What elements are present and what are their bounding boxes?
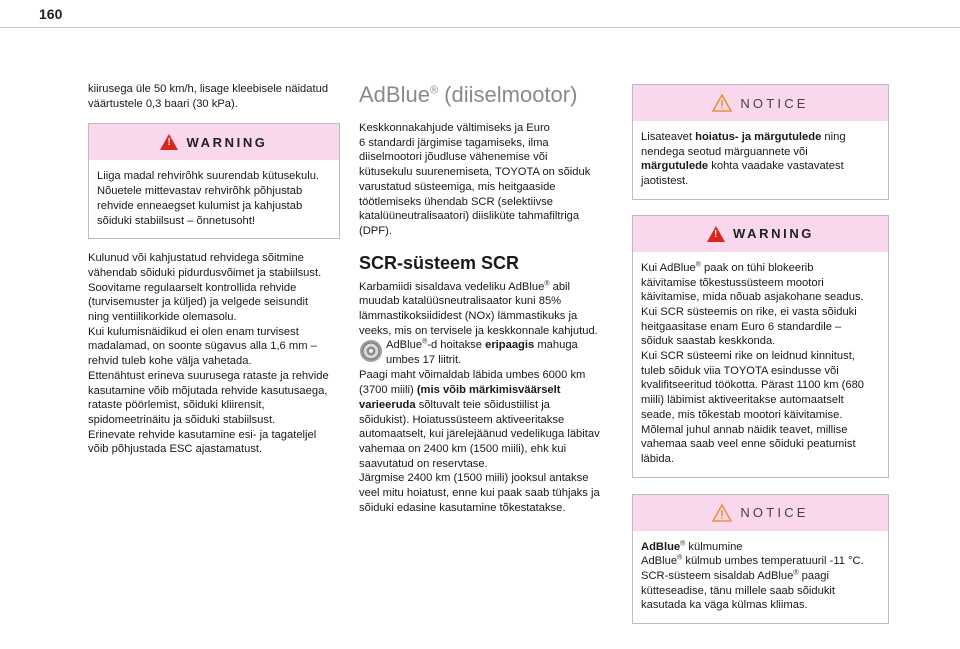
registered-mark: ® bbox=[793, 569, 799, 577]
notice-body bbox=[633, 531, 888, 624]
warning-triangle-icon bbox=[160, 134, 178, 150]
registered-mark: ® bbox=[695, 261, 701, 269]
warning-triangle-icon bbox=[707, 226, 725, 242]
intro-paragraph: kiirusega üle 50 km/h, lisage kleebisele näidatud väärtustele 0,3 baari (30 kPa). bbox=[88, 83, 329, 110]
adblue-tank-text-b: -d hoitakse bbox=[427, 339, 486, 352]
adblue-intro-paragraph: Keskkonnakahjude vältimiseks ja Euro 6 standardi järgimise tagamiseks, ilma diiselmootori jõudluse vähenemise või kütusekulu suurenemiseta, TOYOTA on sõiduk varustatud süsteemiga, mis heitgaaside töötlemiseks ühendab SCR (selektiivse katalüüneutralisaatori) diisliküte tahmafiltriga (DPF). bbox=[359, 122, 591, 237]
registered-mark: ® bbox=[677, 554, 683, 562]
column-right bbox=[632, 84, 889, 624]
warning-box-adblue-empty bbox=[632, 215, 889, 478]
scr-heading: SCR-süsteem SCR bbox=[359, 252, 520, 273]
registered-mark: ® bbox=[429, 84, 439, 97]
registered-mark: ® bbox=[680, 539, 686, 547]
column-middle bbox=[359, 82, 620, 515]
scr-p2-text-bold: (mis võib märkimisväärselt varieeruda bbox=[359, 384, 561, 411]
warning-body: Liiga madal rehvirõhk suurendab kütusekulu. Nõuetele mittevastav rehvirõhk põhjustab rehvide enneaegset kulumist ja kahjustab sõiduki stabiilsust – õnnetusoht! bbox=[97, 170, 320, 227]
notice-title: NOTICE bbox=[740, 95, 809, 111]
warning-body bbox=[633, 252, 888, 477]
notice-box-header bbox=[633, 495, 888, 531]
page-number: 160 bbox=[39, 6, 63, 22]
notice2-text-bold1: AdBlue bbox=[641, 540, 681, 553]
adblue-heading-main: AdBlue bbox=[359, 82, 430, 107]
adblue-tank-text-a: AdBlue bbox=[386, 339, 423, 352]
notice1-text-a: Lisateavet bbox=[641, 131, 696, 143]
warning2-text-a: Kui AdBlue bbox=[641, 261, 696, 274]
warning-box-header bbox=[633, 216, 888, 252]
warning-box-header bbox=[89, 124, 339, 160]
registered-mark: ® bbox=[422, 338, 428, 346]
adblue-heading bbox=[359, 82, 620, 108]
adblue-heading-rest: (diiselmootor) bbox=[438, 82, 578, 107]
scr-p1-text-a: Karbamiidi sisaldava vedeliku AdBlue bbox=[359, 280, 545, 293]
adblue-tank-text-c: mahuga umbes 17 liitrit. bbox=[386, 339, 578, 367]
notice-title: NOTICE bbox=[740, 505, 809, 521]
notice-triangle-icon bbox=[712, 504, 732, 522]
scr-p1-text-b: abil muudab katalüüsneutralisaator kuni 85% lämmastikoksiididest (NOx) lämmastikuks ja veeks, mis on tervisele ja keskkonnale kahjutud. bbox=[359, 280, 598, 337]
notice2-text-c: paagi kütteseadise, tänu millele saab sõidukit kasutada ka väga külmas kliimas. bbox=[641, 570, 836, 612]
header-divider bbox=[0, 27, 960, 28]
adblue-tank-icon bbox=[359, 339, 383, 368]
notice1-text-c: kohta vaadake vastavatest jaotistest. bbox=[641, 160, 844, 188]
adblue-tank-line bbox=[359, 338, 620, 368]
warning-title: WARNING bbox=[732, 226, 815, 242]
scr-paragraph-1 bbox=[359, 280, 620, 339]
warning2-text-b: paak on tühi blokeerib käivitamise tõkestussüsteem mootori käivitamise, mida nõuab asjakohane seadus. Kui SCR süsteemis on rike, ei vasta sõiduki heitgaasitase enam Euro 6 standardile – sõiduk saastab keskkonda. Kui SCR süsteemi rike on leidnud kinnitust, tuleb sõiduk viia TOYOTA esindusse või kvalifitseeritud töökotta. Pärast 1100 km (680 miili) läbimist aktiveeritakse automaatselt seade, mis tõkestab mootori käivitamise. Mõlemal juhul annab näidik teavet, millise vahemaa saab veel enne sõiduki peatumist läbida. bbox=[641, 261, 865, 465]
notice-box-adblue-freezing bbox=[632, 494, 889, 625]
tire-wear-paragraph: Kulunud või kahjustatud rehvidega sõitmine vähendab sõiduki pidurdusvõimet ja stabiilsust. Soovitame regulaarselt kontrollida rehvide (turvisemuster ja küljed) ja velgede seisundit ning ventiilikorkide olemasolu. Kui kulumisnäidikud ei olen enam turvisest madalamad, on soonte sügavus alla 1,6 mm – rehvid tuleb kohe välja vahetada. Ettenähtust erineva suurusega rataste ja rehvide kasutamine võib mõjutada rehvide kasutusaega, rataste pöörlemist, sõiduki kliirensit, spidomeetrinäitu ja sõiduki stabiilsust. Erinevate rehvide kasutamine esi- ja tagateljel võib põhjustada ESC ajastamatust. bbox=[88, 252, 329, 456]
column-left bbox=[88, 82, 340, 457]
scr-p2-text-a: Paagi maht võimaldab läbida umbes 6000 km (3700 miili) bbox=[359, 369, 586, 397]
notice1-text-bold1: hoiatus- ja märgutulede bbox=[695, 131, 822, 143]
notice-box-warning-lights bbox=[632, 84, 889, 200]
scr-p2-text-b: sõltuvalt teie sõidustiilist ja sõidukist). Hoiatussüsteem aktiveeritakse automaatselt, kui järelejäänud vedelikuga läbitav vahemaa on 2400 km (1500 miili), ehk kui saavutatud on reservtase. Järgmise 2400 km (1500 miili) jooksul antakse veel mitu hoiatust, enne kui paak saab tühjaks ja sõiduki edasine kasutamine tõkestatakse. bbox=[359, 398, 600, 514]
notice1-text-bold2: märgutulede bbox=[641, 160, 709, 173]
adblue-tank-text-bold: eripaagis bbox=[485, 339, 535, 352]
scr-paragraph-2 bbox=[359, 368, 620, 515]
notice2-text-b: külmub umbes temperatuuril -11 °C. SCR-süsteem sisaldab AdBlue bbox=[641, 555, 864, 583]
registered-mark: ® bbox=[544, 279, 550, 287]
warning-box-tire-pressure bbox=[88, 123, 340, 239]
notice-box-header bbox=[633, 85, 888, 121]
notice-body bbox=[633, 121, 888, 199]
notice1-text-b: ning nendega seotud märguannete või bbox=[641, 131, 846, 158]
notice-triangle-icon bbox=[712, 94, 732, 112]
warning-title: WARNING bbox=[186, 134, 268, 150]
adblue-tank-text bbox=[386, 338, 578, 367]
notice2-text-a: külmumine AdBlue bbox=[641, 540, 743, 568]
